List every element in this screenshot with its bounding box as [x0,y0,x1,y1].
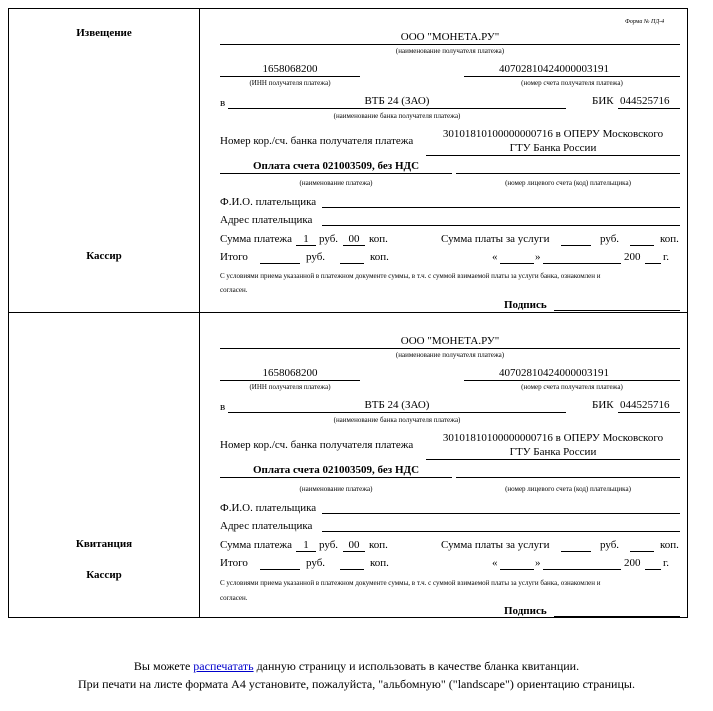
bank-line [228,412,566,413]
bik-value: 044525716 [620,399,670,411]
payer-address-line [322,225,680,226]
year-line [645,263,661,264]
date-month-line [543,263,621,264]
bank-name: ВТБ 24 (ЗАО) [364,399,430,411]
agreement-text-line2: согласен. [220,594,248,602]
sum-rub-label: руб. [319,233,339,245]
personal-account-caption: (номер лицевого счета (код) плательщика) [505,179,631,187]
corr-value-line2: ГТУ Банка России [509,446,597,458]
notice-section [9,9,687,313]
signature-line [554,616,680,617]
account-value: 40702810424000003191 [499,63,609,75]
sum-label: Сумма платежа [220,233,293,245]
payment-form [8,8,688,618]
bank-caption: (наименование банка получателя платежа) [333,416,461,424]
agreement-text-line2: согласен. [220,286,248,294]
year-text: 200 [624,251,641,263]
corr-value-line1: 30101810100000000716 в ОПЕРУ Московского [442,432,664,444]
payer-fio-line [322,513,680,514]
payment-caption: (наименование платежа) [299,485,373,493]
footer-text-after: данную страницу и использовать в качестве бланка квитанции. [253,659,580,673]
sum-rub-line [296,551,316,552]
recipient-name: ООО "МОНЕТА.РУ" [400,335,500,347]
payer-fio-label: Ф.И.О. плательщика [220,502,317,514]
personal-account-line [456,173,680,174]
account-value: 40702810424000003191 [499,367,609,379]
bik-line [618,412,680,413]
recipient-name: ООО "МОНЕТА.РУ" [400,31,500,43]
payer-fio-label: Ф.И.О. плательщика [220,196,317,208]
inn-caption: (ИНН получателя платежа) [249,79,331,87]
date-day-line [500,569,534,570]
bank-caption: (наименование банка получателя платежа) [333,112,461,120]
inn-line [220,380,360,381]
receipt-left-column [9,313,200,618]
corr-label: Номер кор./сч. банка получателя платежа [220,439,414,451]
corr-line [426,459,680,460]
fee-rub-label: руб. [600,233,620,245]
account-caption: (номер счета получателя платежа) [521,79,623,87]
receipt-section [9,313,687,618]
corr-value-line2: ГТУ Банка России [509,142,597,154]
notice-label: Извещение [76,27,132,39]
payment-name-line [220,477,452,478]
cashier-label: Кассир [86,569,122,581]
sum-kop-line [343,551,365,552]
fee-label: Сумма платы за услуги [441,539,550,551]
agreement-text-line1: С условиями приема указанной в платежном документе суммы, в т.ч. с суммой взимаемой платы за услуги банка, ознакомлен и [220,579,601,587]
account-caption: (номер счета получателя платежа) [521,383,623,391]
corr-value-line1: 30101810100000000716 в ОПЕРУ Московского [442,128,664,140]
payer-fio-line [322,207,680,208]
sum-kop-label: коп. [369,539,388,551]
footer-line-2: При печати на листе формата А4 установите, пожалуйста, "альбомную" ("landscape") ориентацию страницы. [78,677,635,691]
recipient-name-line [220,348,680,349]
bank-prefix: в [220,97,226,109]
total-kop-label: коп. [370,251,389,263]
footer-line-1 [0,659,713,674]
sum-kop-line [343,245,365,246]
signature-label: Подпись [504,605,547,617]
bik-label: БИК [592,399,614,411]
personal-account-line [456,477,680,478]
date-close: » [535,557,541,569]
total-rub-label: руб. [306,251,326,263]
fee-kop-line [630,551,654,552]
sum-kop: 00 [348,233,360,245]
cashier-label: Кассир [86,250,122,262]
payment-caption: (наименование платежа) [299,179,373,187]
inn-value: 1658068200 [262,367,318,379]
form-number: Форма № ПД-4 [625,19,665,25]
notice-left-column [9,9,200,312]
date-day-line [500,263,534,264]
total-rub-line [260,263,300,264]
receipt-label: Квитанция [75,538,133,550]
bank-line [228,108,566,109]
total-label: Итого [220,251,248,263]
fee-rub-label: руб. [600,539,620,551]
recipient-name-caption: (наименование получателя платежа) [395,47,505,55]
sum-rub-line [296,245,316,246]
bik-line [618,108,680,109]
agreement-text-line1: С условиями приема указанной в платежном документе суммы, в т.ч. с суммой взимаемой платы за услуги банка, ознакомлен и [220,272,601,280]
recipient-name-caption: (наименование получателя платежа) [395,351,505,359]
bank-name: ВТБ 24 (ЗАО) [364,95,430,107]
print-link[interactable]: распечатать [193,659,254,673]
sum-rub-label: руб. [319,539,339,551]
date-open: « [492,557,498,569]
personal-account-caption: (номер лицевого счета (код) плательщика) [505,485,631,493]
corr-label: Номер кор./сч. банка получателя платежа [220,135,414,147]
signature-line [554,310,680,311]
date-close: » [535,251,541,263]
fee-rub-line [561,551,591,552]
inn-value: 1658068200 [262,63,318,75]
total-rub-line [260,569,300,570]
sum-rub: 1 [303,233,309,245]
total-rub-label: руб. [306,557,326,569]
sum-kop: 00 [348,539,360,551]
date-open: « [492,251,498,263]
total-label: Итого [220,557,248,569]
fee-rub-line [561,245,591,246]
inn-line [220,76,360,77]
year-line [645,569,661,570]
notice-right-column [200,9,687,312]
corr-line [426,155,680,156]
inn-caption: (ИНН получателя платежа) [249,383,331,391]
recipient-name-line [220,44,680,45]
total-kop-label: коп. [370,557,389,569]
year-suffix: г. [663,251,670,263]
date-month-line [543,569,621,570]
payment-name-line [220,173,452,174]
bik-label: БИК [592,95,614,107]
receipt-right-column [200,313,687,618]
bank-prefix: в [220,401,226,413]
year-text: 200 [624,557,641,569]
payer-address-label: Адрес плательщика [220,214,313,226]
sum-kop-label: коп. [369,233,388,245]
fee-kop-label: коп. [660,539,679,551]
fee-kop-line [630,245,654,246]
payer-address-label: Адрес плательщика [220,520,313,532]
fee-label: Сумма платы за услуги [441,233,550,245]
payment-name: Оплата счета 021003509, без НДС [252,160,420,172]
sum-rub: 1 [303,539,309,551]
account-line [464,380,680,381]
year-suffix: г. [663,557,670,569]
bik-value: 044525716 [620,95,670,107]
payment-name: Оплата счета 021003509, без НДС [252,464,420,476]
signature-label: Подпись [504,299,547,311]
account-line [464,76,680,77]
sum-label: Сумма платежа [220,539,293,551]
total-kop-line [340,263,364,264]
fee-kop-label: коп. [660,233,679,245]
total-kop-line [340,569,364,570]
footer-text-before: Вы можете [133,659,194,673]
payer-address-line [322,531,680,532]
